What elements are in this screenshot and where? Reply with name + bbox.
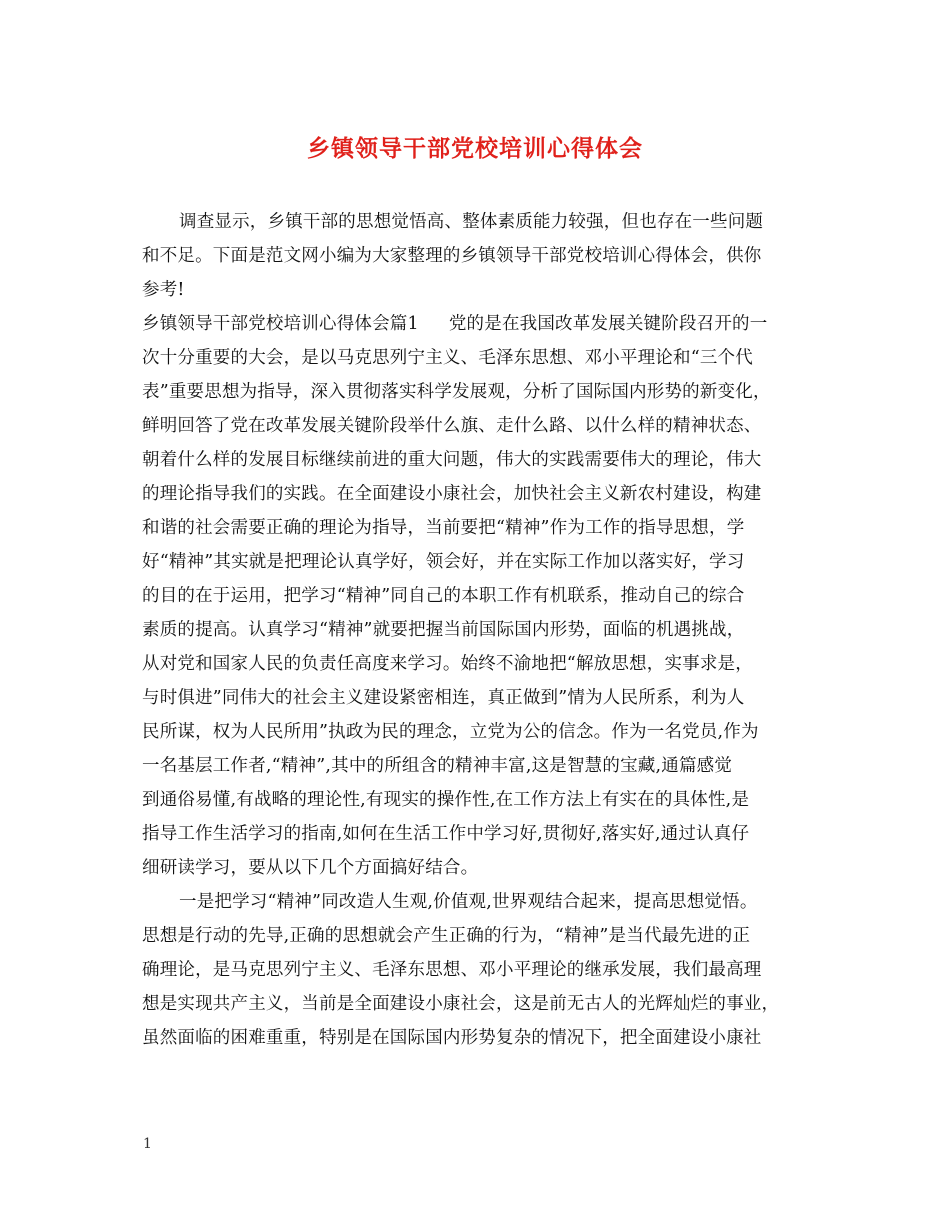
paragraph-line: 素质的提高。认真学习“精神”就要把握当前国际国内形势，面临的机遇挑战， <box>142 620 745 640</box>
paragraph-line: 的理论指导我们的实践。在全面建设小康社会，加快社会主义新农村建设，构建 <box>142 484 762 504</box>
section-line <box>142 307 822 341</box>
paragraph-line: 与时俱进”同伟大的社会主义建设紧密相连，真正做到”情为人民所系，利为人 <box>142 688 745 708</box>
paragraph-line: 确理论，是马克思列宁主义、毛泽东思想、邓小平理论的继承发展，我们最高理 <box>142 960 762 980</box>
paragraph-line: 指导工作生活学习的指南,如何在生活工作中学习好,贯彻好,落实好,通过认真仔 <box>142 824 750 844</box>
paragraph-line: 和不足。下面是范文网小编为大家整理的乡镇领导干部党校培训心得体会，供你 <box>142 246 762 266</box>
paragraph-line: 朝着什么样的发展目标继续前进的重大问题，伟大的实践需要伟大的理论，伟大 <box>142 450 762 470</box>
paragraph-line: 鲜明回答了党在改革发展关键阶段举什么旗、走什么路、以什么样的精神状态、 <box>142 416 762 436</box>
paragraph-line: 虽然面临的困难重重，特别是在国际国内形势复杂的情况下，把全面建设小康社 <box>142 1028 762 1048</box>
paragraph-line: 想是实现共产主义，当前是全面建设小康社会，这是前无古人的光辉灿烂的事业， <box>142 994 780 1014</box>
paragraph-line: 的目的在于运用，把学习“精神”同自己的本职工作有机联系，推动自己的综合 <box>142 586 745 606</box>
section-heading: 乡镇领导干部党校培训心得体会篇1 <box>142 314 419 334</box>
page-number: 1 <box>143 1136 152 1152</box>
paragraph-line: 调查显示，乡镇干部的思想觉悟高、整体素质能力较强，但也存在一些问题 <box>179 212 764 232</box>
document-body <box>142 205 822 1055</box>
paragraph-line: 民所谋，权为人民所用”执政为民的理念，立党为公的信念。作为一名党员,作为 <box>142 722 759 742</box>
paragraph-line: 表”重要思想为指导，深入贯彻落实科学发展观，分析了国际国内形势的新变化， <box>142 382 771 402</box>
paragraph-line: 到通俗易懂,有战略的理论性,有现实的操作性,在工作方法上有实在的具体性,是 <box>142 790 750 810</box>
document-title: 乡镇领导干部党校培训心得体会 <box>307 135 643 162</box>
paragraph-line: 参考! <box>142 280 185 300</box>
paragraph-line: 一是把学习“精神”同改造人生观,价值观,世界观结合起来，提高思想觉悟。 <box>179 892 758 912</box>
paragraph-line: 从对党和国家人民的负责任高度来学习。始终不渝地把“解放思想，实事求是， <box>142 654 753 674</box>
paragraph-text: 党的是在我国改革发展关键阶段召开的一 <box>448 314 768 334</box>
paragraph-line: 和谐的社会需要正确的理论为指导，当前要把“精神”作为工作的指导思想，学 <box>142 518 745 538</box>
paragraph-line: 好“精神”其实就是把理论认真学好，领会好，并在实际工作加以落实好，学习 <box>142 552 745 572</box>
paragraph-line: 思想是行动的先导,正确的思想就会产生正确的行为，“精神”是当代最先进的正 <box>142 926 751 946</box>
paragraph-line: 细研读学习，要从以下几个方面搞好结合。 <box>142 858 479 878</box>
paragraph-line: 次十分重要的大会，是以马克思列宁主义、毛泽东思想、邓小平理论和“三个代 <box>142 348 753 368</box>
paragraph-line: 一名基层工作者,“精神”,其中的所组含的精神丰富,这是智慧的宝藏,通篇感觉 <box>142 756 733 776</box>
